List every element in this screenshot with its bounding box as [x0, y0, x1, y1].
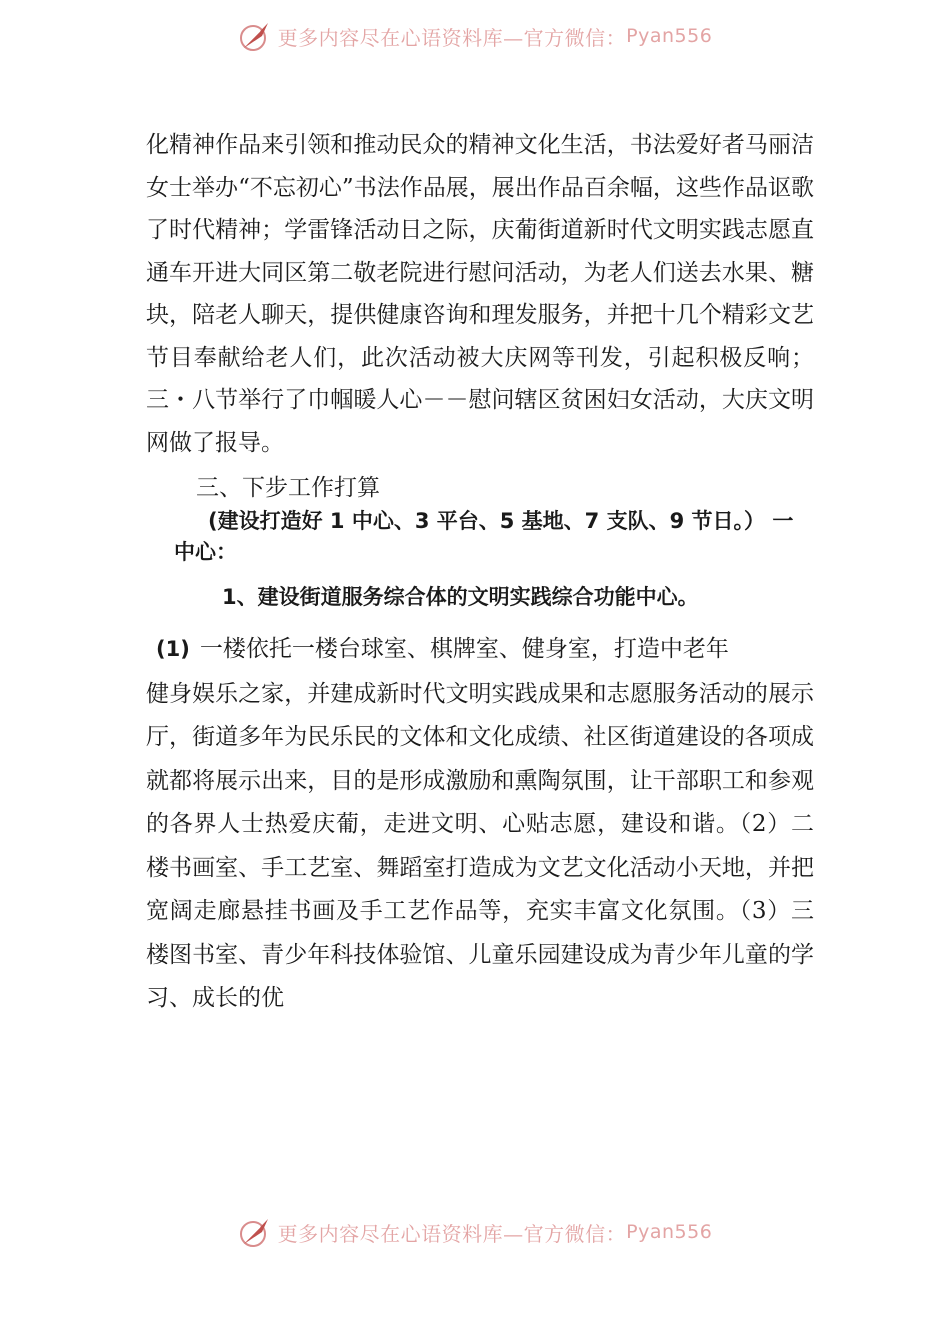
item-1-first-line-text: 一楼依托一楼台球室、棋牌室、健身室，打造中老年 [199, 636, 729, 662]
watermark-text: 更多内容尽在心语资料库—官方微信： [277, 25, 627, 50]
quill-logo-icon [238, 18, 274, 54]
paragraph-center-plan: 健身娱乐之家，并建成新时代文明实践成果和志愿服务活动的展示厅，街道多年为民乐民的文体和文化成绩、社区街道建设的各项成就都将展示出来，目的是形成激励和熏陶氛围，让干部职工和参观的各界人士热爱庆葡，走进文明、心贴志愿，建设和谐。（2）二楼书画室、手工艺室、舞蹈室打造成为文艺文化活动小天地，并把宽阔走廊悬挂书画及手工艺作品等，充实丰富文化氛围。（3）三楼图书室、青少年科技体验馆、儿童乐园建设成为青少年儿童的学习、成长的优 [146, 680, 814, 1011]
item-1-title: 1、建设街道服务综合体的文明实践综合功能中心。 [222, 585, 699, 609]
watermark-wechat-id: Pyan556 [626, 1221, 713, 1243]
section-heading: 三、下步工作打算 [196, 475, 380, 501]
footer-watermark [0, 1210, 950, 1254]
watermark-wechat-id: Pyan556 [626, 25, 713, 47]
item-1-lead-number: (1) [156, 637, 190, 661]
header-watermark [0, 14, 950, 58]
plan-summary: (建设打造好 1 中心、3 平台、5 基地、7 支队、9 节日。） 一中心： [174, 509, 794, 564]
document-body [146, 124, 814, 1021]
item-1-first-line [156, 628, 814, 671]
quill-logo-icon [238, 1214, 274, 1250]
watermark-text: 更多内容尽在心语资料库—官方微信： [277, 1221, 627, 1246]
paragraph-activities: 化精神作品来引领和推动民众的精神文化生活，书法爱好者马丽洁女士举办“不忘初心”书法作品展，展出作品百余幅，这些作品讴歌了时代精神；学雷锋活动日之际，庆葡街道新时代文明实践志愿直通车开进大同区第二敬老院进行慰问活动，为老人们送去水果、糖块，陪老人聊天，提供健康咨询和理发服务，并把十几个精彩文艺节目奉献给老人们，此次活动被大庆网等刊发，引起积极反响；三・八节举行了巾帼暖人心－－慰问辖区贫困妇女活动，大庆文明网做了报导。 [146, 132, 814, 456]
